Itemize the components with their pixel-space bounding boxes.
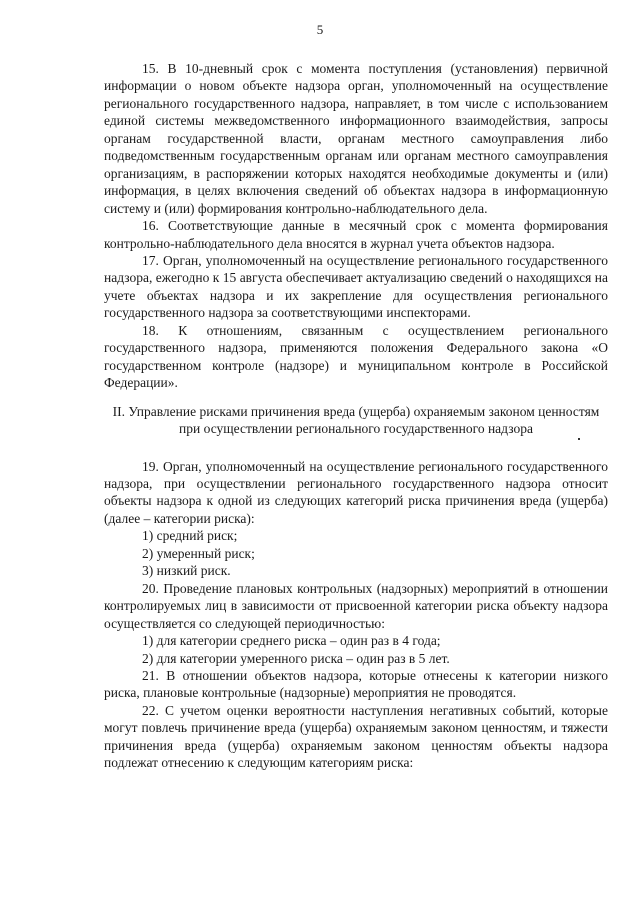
stray-mark [578, 438, 580, 440]
paragraph-19: 19. Орган, уполномоченный на осуществление регионального государственного надзора, при осуществлении регионального государственного надзора относит объекты надзора к одной из следующих категорий риска причинения вреда (ущерба) (далее – категории риска): [104, 458, 608, 526]
paragraph-22: 22. С учетом оценки вероятности наступления негативных событий, которые могут повлечь причинение вреда (ущерба) охраняемым законом ценностям, и тяжести причинения вреда (ущерба) охраняемым законом ценностям объекты надзора подлежат отнесению к следующим категориям риска: [104, 702, 608, 771]
paragraph-18: 18. К отношениям, связанным с осуществлением регионального государственного надзора, применяются положения Федерального закона «О государственном контроле (надзоре) и муниципальном контроле в Российской Федерации». [104, 322, 608, 391]
paragraph-20: 20. Проведение плановых контрольных (надзорных) мероприятий в отношении контролируемых лиц в зависимости от присвоенной категории риска объекту надзора осуществляется со следующей периодичностью: [104, 580, 608, 631]
page-number: 5 [316, 22, 324, 37]
paragraph-15: 15. В 10-дневный срок с момента поступления (установления) первичной информации о новом объекте надзора орган, уполномоченный на осуществление регионального государственного надзора, направляет, в том числе с использованием единой системы межведомственного информационного взаимодействия, запросы органам государственной власти, органам местного самоуправления либо подведомственным государственным органам или органам местного самоуправления организациям, в распоряжении которых находятся необходимые документы и (или) информация, в целях включения сведений об объектах надзора в информационную систему и (или) формирования контрольно-наблюдательного дела. [104, 61, 608, 216]
list-item: 1) для категории среднего риска – один раз в 4 года; [142, 633, 441, 649]
document-body [104, 60, 608, 772]
section-heading: II. Управление рисками причинения вреда (ущерба) охраняемым законом ценностям при осуществлении регионального государственного надзора [112, 403, 600, 437]
paragraph-16: 16. Соответствующие данные в месячный срок с момента формирования контрольно-наблюдательного дела вносятся в журнал учета объектов надзора. [104, 218, 608, 251]
paragraph-21: 21. В отношении объектов надзора, которые отнесены к категории низкого риска, плановые контрольные (надзорные) мероприятия не проводятся. [104, 667, 608, 701]
list-item: 3) низкий риск. [142, 563, 231, 579]
list-item: 2) для категории умеренного риска – один раз в 5 лет. [142, 650, 450, 666]
paragraph-17: 17. Орган, уполномоченный на осуществление регионального государственного надзора, ежегодно к 15 августа обеспечивает актуализацию сведений о находящихся на учете объектах надзора и их закрепление для осуществления регионального государственного надзора за соответствующими инспекторами. [104, 252, 608, 321]
list-item: 2) умеренный риск; [142, 545, 255, 561]
list-item: 1) средний риск; [142, 528, 238, 544]
